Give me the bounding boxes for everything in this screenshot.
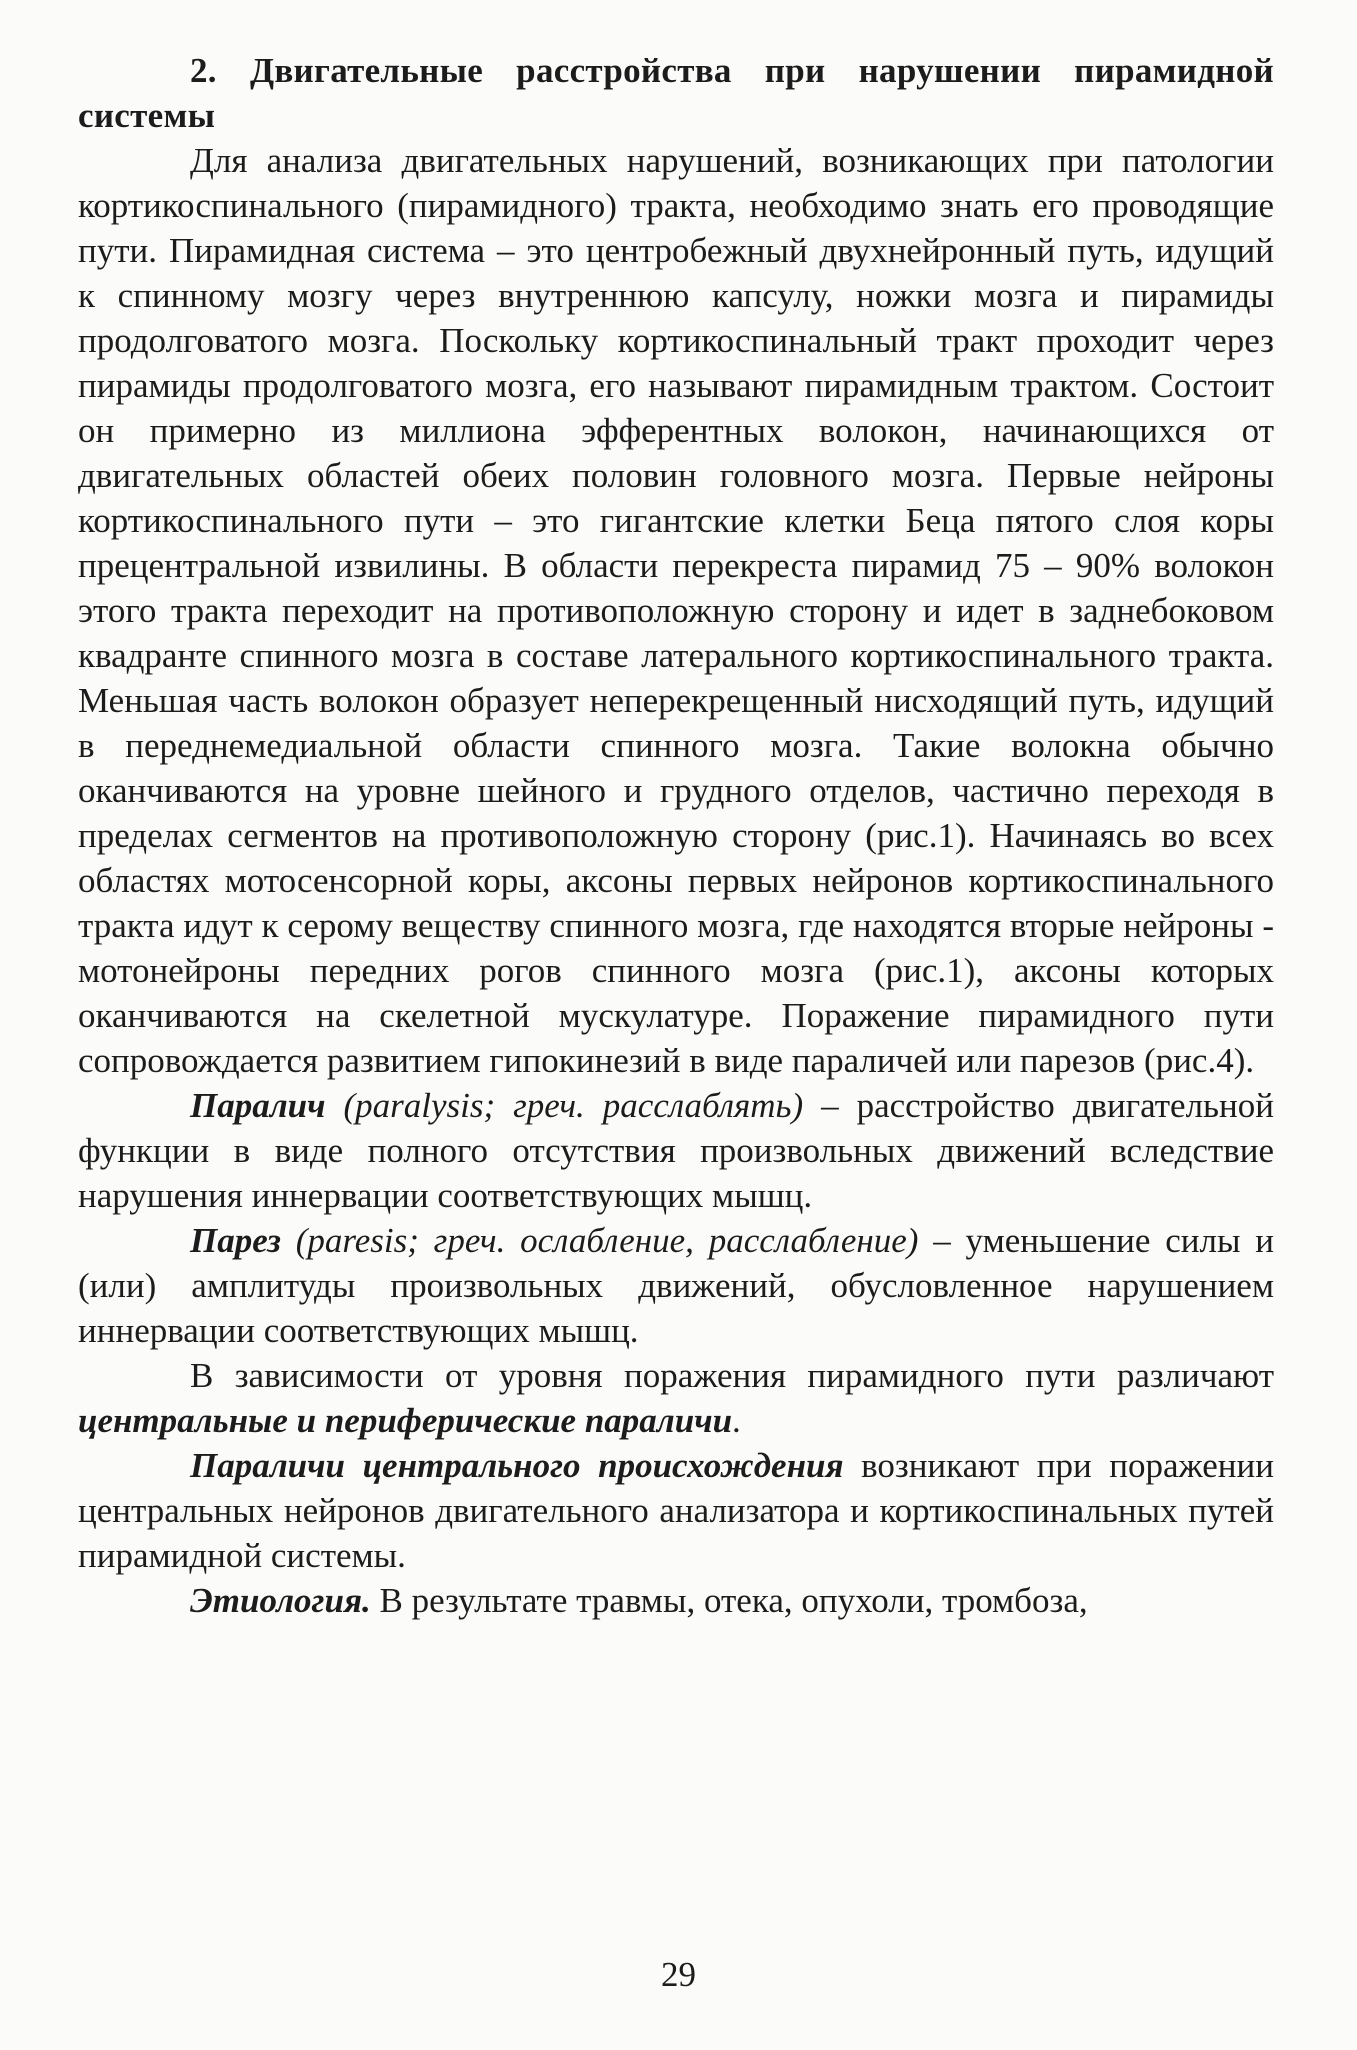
gloss-paresis: (paresis; греч. ослабление, расслабление) — [280, 1221, 919, 1260]
types-text-after: . — [732, 1401, 741, 1440]
gloss-paralysis: (paralysis; греч. расслаблять) — [325, 1086, 804, 1125]
etiology-text: В результате травмы, отека, опухоли, тромбоза, — [370, 1581, 1088, 1620]
term-etiology: Этиология. — [190, 1581, 371, 1620]
central-paralysis-text: возникают при поражении центральных нейронов двигательного анализатора и кортикоспинальных путей пирамидной системы. — [78, 1446, 1274, 1575]
paragraph-paresis-definition — [78, 1218, 1274, 1353]
definition-paresis: – уменьшение силы и (или) амплитуды произвольных движений, обусловленное нарушением иннервации соответствующих мышц. — [78, 1221, 1274, 1350]
types-emphasis: центральные и периферические параличи — [78, 1401, 733, 1440]
paragraph-etiology — [78, 1578, 1274, 1623]
section-heading: 2. Двигательные расстройства при нарушении пирамидной системы — [78, 51, 1274, 135]
term-paresis: Парез — [190, 1221, 281, 1260]
term-paralysis: Паралич — [190, 1086, 326, 1125]
types-text-before: В зависимости от уровня поражения пирамидного пути различают — [190, 1356, 1274, 1395]
paragraph-pyramidal-system: Для анализа двигательных нарушений, возникающих при патологии кортикоспинального (пирамидного) тракта, необходимо знать его проводящие пути. Пирамидная система – это центробежный двухнейронный путь, идущий к спинному мозгу через внутреннюю капсулу, ножки мозга и пирамиды продолговатого мозга. Поскольку кортикоспинальный тракт проходит через пирамиды продолговатого мозга, его называют пирамидным трактом. Состоит он примерно из миллиона эфферентных волокон, начинающихся от двигательных областей обеих половин головного мозга. Первые нейроны кортикоспинального пути – это гигантские клетки Беца пятого слоя коры прецентральной извилины. В области перекреста пирамид 75 – 90% волокон этого тракта переходит на противоположную сторону и идет в заднебоковом квадранте спинного мозга в составе латерального кортикоспинального тракта. Меньшая часть волокон образует неперекрещенный нисходящий путь, идущий в переднемедиальной области спинного мозга. Такие волокна обычно оканчиваются на уровне шейного и грудного отделов, частично переходя в пределах сегментов на противоположную сторону (рис.1). Начинаясь во всех областях мотосенсорной коры, аксоны первых нейронов кортикоспинального тракта идут к серому веществу спинного мозга, где находятся вторые нейроны - мотонейроны передних рогов спинного мозга (рис.1), аксоны которых оканчиваются на скелетной мускулатуре. Поражение пирамидного пути сопровождается развитием гипокинезий в виде параличей или парезов (рис.4). — [78, 141, 1274, 1080]
term-central-paralysis: Параличи центрального происхождения — [190, 1446, 844, 1485]
paragraph-central-paralysis — [78, 1443, 1274, 1578]
definition-paralysis: – расстройство двигательной функции в виде полного отсутствия произвольных движений вследствие нарушения иннервации соответствующих мышц. — [78, 1086, 1274, 1215]
paragraph-paralysis-definition — [78, 1083, 1274, 1218]
page-body — [78, 48, 1274, 1623]
page-number: 29 — [661, 1955, 696, 1994]
paragraph-paralysis-types — [78, 1353, 1274, 1443]
